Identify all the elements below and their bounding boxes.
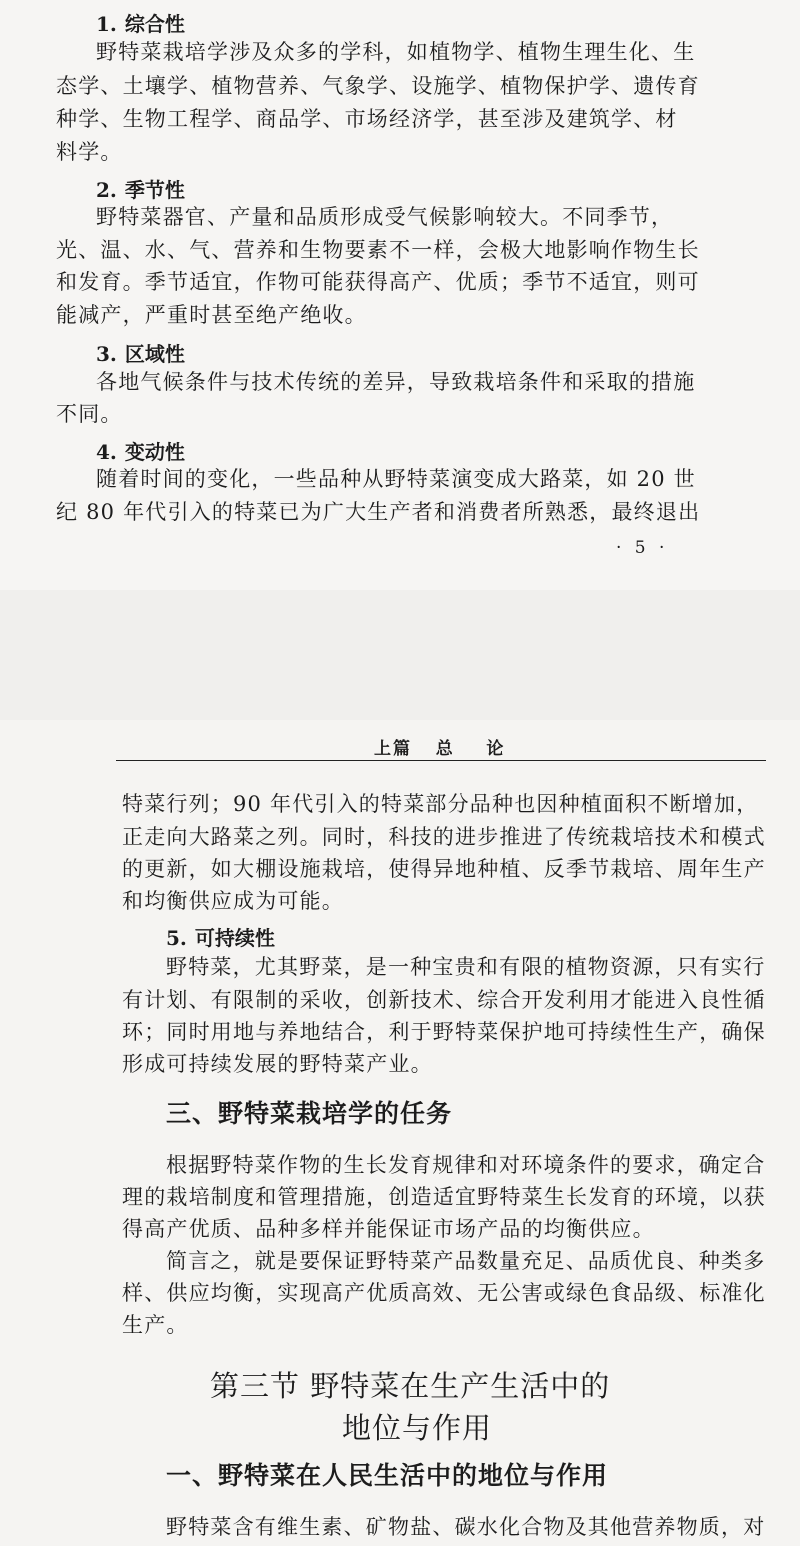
top-page: [0, 0, 800, 590]
section-title: 三、野特菜栽培学的任务: [166, 1099, 453, 1128]
text-line: 根据野特菜作物的生长发育规律和对环境条件的要求，确定合: [166, 1153, 766, 1177]
chapter-title-line-2: 地位与作用: [342, 1411, 493, 1445]
text-line: 的更新，如大棚设施栽培，使得异地种植、反季节栽培、周年生产: [122, 857, 766, 881]
chapter-title-line-1: 第三节 野特菜在生产生活中的: [210, 1369, 611, 1403]
text-line: 纪 80 年代引入的特菜已为广大生产者和消费者所熟悉，最终退出: [56, 500, 701, 524]
text-line: 态学、土壤学、植物营养、气象学、设施学、植物保护学、遗传育: [56, 74, 700, 98]
text-line: 得高产优质、品种多样并能保证市场产品的均衡供应。: [122, 1217, 655, 1241]
text-line: 种学、生物工程学、商品学、市场经济学，甚至涉及建筑学、材: [56, 107, 678, 131]
text-line: 光、温、水、气、营养和生物要素不一样，会极大地影响作物生长: [56, 238, 700, 262]
text-line: 有计划、有限制的采收，创新技术、综合开发利用才能进入良性循: [122, 988, 766, 1012]
running-header: [116, 734, 766, 761]
text-line: 特菜行列；90 年代引入的特菜部分品种也因种植面积不断增加，: [122, 792, 759, 816]
text-line: 正走向大路菜之列。同时，科技的进步推进了传统栽培技术和模式: [122, 825, 766, 849]
text-line: 随着时间的变化，一些品种从野特菜演变成大路菜，如 20 世: [96, 467, 696, 491]
text-line: 料学。: [56, 140, 123, 164]
item-heading-4: 4. 变动性: [96, 440, 185, 464]
text-line: 野特菜器官、产量和品质形成受气候影响较大。不同季节，: [96, 205, 674, 229]
text-line: 野特菜栽培学涉及众多的学科，如植物学、植物生理生化、生: [96, 40, 696, 64]
item-heading-1: 1. 综合性: [96, 12, 185, 36]
text-line: 样、供应均衡，实现高产优质高效、无公害或绿色食品级、标准化: [122, 1281, 766, 1305]
text-line: 环；同时用地与养地结合，利于野特菜保护地可持续性生产，确保: [122, 1020, 766, 1044]
text-line: 不同。: [56, 402, 123, 426]
text-line: 能减产，严重时甚至绝产绝收。: [56, 303, 367, 327]
text-line: 和均衡供应成为可能。: [122, 889, 344, 913]
page-number: · 5 ·: [616, 538, 669, 558]
item-heading-5: 5. 可持续性: [166, 926, 275, 950]
text-line: 各地气候条件与技术传统的差异，导致栽培条件和采取的措施: [96, 370, 696, 394]
text-line: 野特菜含有维生素、矿物盐、碳水化合物及其他营养物质，对: [166, 1515, 766, 1539]
page-gap: [0, 590, 800, 720]
running-header-text: 上篇 总 论: [374, 739, 506, 759]
item-heading-3: 3. 区域性: [96, 342, 185, 366]
text-line: 生产。: [122, 1313, 189, 1337]
text-line: 和发育。季节适宜，作物可能获得高产、优质；季节不适宜，则可: [56, 270, 700, 294]
text-line: 形成可持续发展的野特菜产业。: [122, 1052, 433, 1076]
subsection-title: 一、野特菜在人民生活中的地位与作用: [166, 1461, 609, 1490]
item-heading-2: 2. 季节性: [96, 178, 185, 202]
text-line: 野特菜，尤其野菜，是一种宝贵和有限的植物资源，只有实行: [166, 955, 766, 979]
text-line: 理的栽培制度和管理措施，创造适宜野特菜生长发育的环境，以获: [122, 1185, 766, 1209]
text-line: 简言之，就是要保证野特菜产品数量充足、品质优良、种类多: [166, 1249, 766, 1273]
